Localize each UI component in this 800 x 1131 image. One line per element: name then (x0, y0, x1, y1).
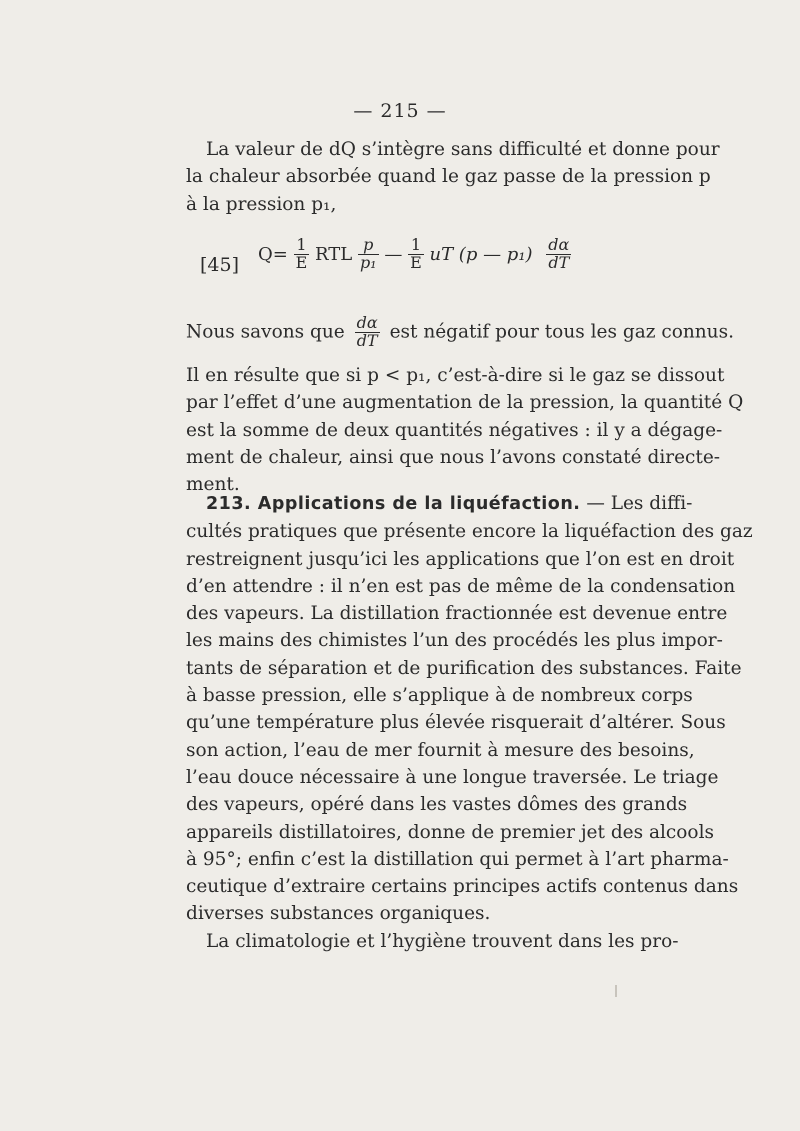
statement-after: est négatif pour tous les gaz connus. (389, 321, 734, 343)
eq-rtl: RTL (315, 243, 353, 265)
eq-ut: uT (p — p₁) (429, 243, 533, 265)
paper-mark (615, 985, 617, 997)
text-line: Il en résulte que si p < p₁, c’est-à-dire si le gaz se dissout (186, 365, 725, 386)
text-line: La valeur de dQ s’intègre sans difficulté et donne pour (206, 139, 720, 160)
section-heading: 213. Applications de la liquéfaction. (206, 494, 581, 514)
text-line: les mains des chimistes l’un des procédés les plus impor- (186, 630, 723, 652)
text-line: ment. (186, 474, 240, 496)
fraction (294, 237, 310, 272)
frac-num: 1 (408, 237, 424, 255)
text-line: ment de chaleur, ainsi que nous l’avons constaté directe- (186, 446, 721, 468)
paragraph-intro (186, 136, 720, 218)
text-line: est la somme de deux quantités négatives : il y a dégage- (186, 419, 723, 441)
paragraph-result (186, 362, 744, 498)
text-line: son action, l’eau de mer fournit à mesure des besoins, (186, 739, 695, 761)
section-213 (186, 490, 753, 955)
text-line: appareils distillatoires, donne de premier jet des alcools (186, 821, 714, 843)
fraction (408, 237, 424, 272)
text-line: cultés pratiques que présente encore la liquéfaction des gaz (186, 521, 753, 543)
text-line: des vapeurs, opéré dans les vastes dômes des grands (186, 794, 688, 816)
statement-before: Nous savons que (186, 321, 345, 343)
text-line: à basse pression, elle s’applique à de nombreux corps (186, 685, 693, 707)
frac-den: dT (548, 252, 570, 272)
text-line: d’en attendre : il n’en est pas de même de la condensation (186, 575, 736, 597)
text-line: diverses substances organiques. (186, 903, 491, 925)
text-line (186, 490, 693, 518)
page-number: — 215 — (353, 100, 447, 122)
section-heading-rest: — Les diffi- (580, 493, 693, 514)
frac-num: dα (548, 235, 570, 254)
eq-minus: — (384, 243, 403, 265)
equation-body (258, 237, 571, 272)
frac-num: p (358, 237, 379, 255)
equation-45 (186, 232, 646, 292)
frac-num: 1 (294, 237, 310, 255)
text-line: à 95°; enfin c’est la distillation qui permet à l’art pharma- (186, 848, 729, 870)
frac-num: dα (356, 313, 378, 332)
frac-den: E (410, 252, 422, 272)
frac-den: dT (356, 330, 378, 350)
text-line: à la pression p₁, (186, 193, 337, 215)
frac-den: p₁ (359, 252, 377, 272)
text-line: qu’une température plus élevée risquerait d’altérer. Sous (186, 712, 726, 734)
fraction (355, 315, 380, 350)
fraction (546, 237, 571, 272)
text-line: des vapeurs. La distillation fractionnée est devenue entre (186, 603, 728, 625)
eq-q: Q= (258, 243, 288, 265)
text-line: la chaleur absorbée quand le gaz passe de la pression p (186, 166, 711, 188)
statement-line (186, 313, 734, 350)
text-line: l’eau douce nécessaire à une longue traversée. Le triage (186, 766, 719, 788)
text-line: ceutique d’extraire certains principes actifs contenus dans (186, 876, 739, 898)
frac-den: E (295, 252, 308, 272)
fraction (358, 237, 379, 272)
text-line: par l’effet d’une augmentation de la pression, la quantité Q (186, 392, 744, 414)
text-line: La climatologie et l’hygiène trouvent dans les pro- (206, 930, 679, 952)
text-line: restreignent jusqu’ici les applications que l’on est en droit (186, 548, 735, 570)
text-line: tants de séparation et de purification des substances. Faite (186, 657, 742, 679)
equation-label: [45] (200, 254, 240, 276)
